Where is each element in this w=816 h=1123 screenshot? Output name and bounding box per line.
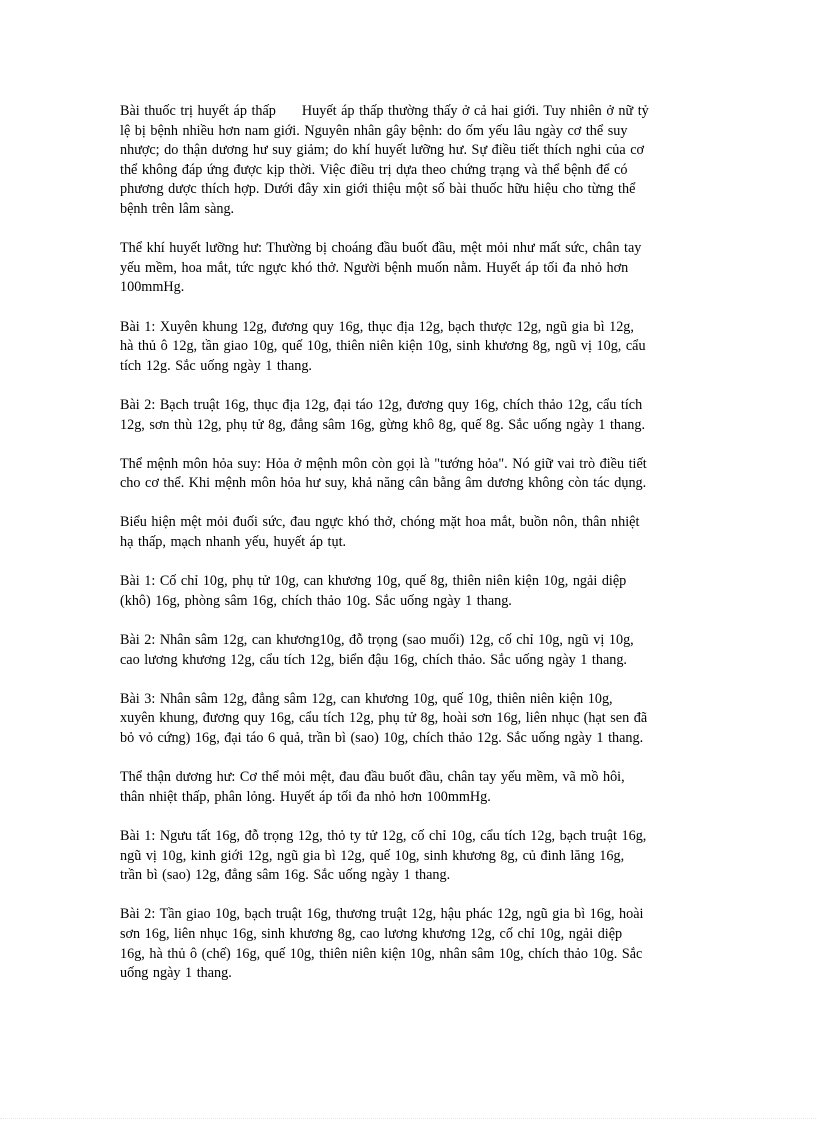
intro-paragraph: [120, 102, 700, 220]
text-line: xuyên khung, đương quy 16g, cẩu tích 12g, phụ tử 8g, hoài sơn 16g, liên nhục (hạt sen đã: [120, 710, 648, 727]
remedy-than-duong-bai-1: [120, 827, 700, 886]
text-line: trần bì (sao) 12g, đẳng sâm 16g. Sắc uống ngày 1 thang.: [120, 867, 451, 884]
text-line: hà thủ ô 12g, tần giao 10g, quế 10g, thiên niên kiện 10g, sinh khương 8g, ngũ vị 10g, cẩu: [120, 338, 646, 355]
text-line: ngũ vị 10g, kinh giới 12g, ngũ gia bì 12g, quế 10g, sinh khương 8g, củ đinh lăng 16g,: [120, 847, 625, 864]
section-than-duong-hu: [120, 768, 700, 807]
text-line-content: Huyết áp thấp thường thấy ở cả hai giới. Tuy nhiên ở nữ tỷ: [301, 103, 649, 119]
text-line: Bài 1: Cố chỉ 10g, phụ tử 10g, can khương 10g, quế 8g, thiên niên kiện 10g, ngải diệp: [120, 573, 627, 590]
text-line: sơn 16g, liên nhục 16g, sinh khương 8g, cao lương khương 12g, cố chỉ 10g, ngải diệp: [120, 925, 623, 942]
text-line: uống ngày 1 thang.: [120, 965, 232, 982]
text-line: Biểu hiện mệt mỏi đuối sức, đau ngực khó thở, chóng mặt hoa mắt, buồn nôn, thân nhiệt: [120, 514, 640, 531]
remedy-than-duong-bai-2: [120, 905, 700, 983]
text-line: yếu mềm, hoa mắt, tức ngực khó thở. Người bệnh muốn nằm. Huyết áp tối đa nhỏ hơn: [120, 259, 629, 276]
page-bottom-divider: [0, 1118, 816, 1119]
text-line: bỏ vỏ cứng) 16g, đại táo 6 quả, trần bì (sao) 10g, chích thảo 12g. Sắc uống ngày 1 thang.: [120, 730, 644, 746]
text-line: 16g, hà thủ ô (chế) 16g, quế 10g, thiên niên kiện 10g, nhân sâm 10g, chích thảo 10g. Sắc: [120, 945, 643, 962]
text-line: (khô) 16g, phòng sâm 16g, chích thảo 10g. Sắc uống ngày 1 thang.: [120, 592, 512, 609]
text-line: nhược; do thận dương hư suy giảm; do khí huyết lưỡng hư. Sự điều tiết thích nghi của cơ: [120, 142, 645, 159]
text-line: cho cơ thể. Khi mệnh môn hỏa hư suy, khả năng cân bằng âm dương không còn tác dụng.: [120, 475, 647, 492]
text-line: bệnh trên lâm sàng.: [120, 200, 235, 217]
text-line: thân nhiệt thấp, phân lỏng. Huyết áp tối đa nhỏ hơn 100mmHg.: [120, 788, 491, 805]
text-line: Thể mệnh môn hỏa suy: Hỏa ở mệnh môn còn gọi là "tướng hỏa". Nó giữ vai trò điều tiết: [120, 455, 647, 472]
remedy-menh-mon-bai-1: [120, 572, 700, 611]
text-line: cao lương khương 12g, cẩu tích 12g, biển đậu 16g, chích thảo. Sắc uống ngày 1 thang.: [120, 651, 627, 668]
text-line: lệ bị bệnh nhiều hơn nam giới. Nguyên nhân gây bệnh: do ốm yếu lâu ngày cơ thể suy: [120, 122, 628, 139]
remedy-menh-mon-bai-2: [120, 631, 700, 670]
document-body: [120, 102, 700, 1003]
text-line: thể không đáp ứng được kịp thời. Việc điều trị dựa theo chứng trạng và thể bệnh để có: [120, 161, 628, 178]
text-line: phương dược thích hợp. Dưới đây xin giới thiệu một số bài thuốc hữu hiệu cho từng thể: [120, 181, 636, 198]
text-line: Bài 3: Nhân sâm 12g, đẳng sâm 12g, can khương 10g, quế 10g, thiên niên kiện 10g,: [120, 690, 613, 707]
section-menh-mon-hoa-suy: [120, 455, 700, 494]
remedy-khi-huyet-bai-2: [120, 396, 700, 435]
text-line: 12g, sơn thù 12g, phụ tử 8g, đẳng sâm 16g, gừng khô 8g, quế 8g. Sắc uống ngày 1 thang.: [120, 416, 646, 433]
text-line: tích 12g. Sắc uống ngày 1 thang.: [120, 357, 312, 374]
section-khi-huyet-luong-hu: [120, 239, 700, 298]
document-title: Bài thuốc trị huyết áp thấp: [120, 103, 276, 119]
text-line: Bài 2: Bạch truật 16g, thục địa 12g, đại táo 12g, đương quy 16g, chích thảo 12g, cẩu tích: [120, 396, 643, 413]
text-line: [120, 102, 700, 122]
text-line: Thể khí huyết lưỡng hư: Thường bị choáng đầu buốt đầu, mệt mỏi như mất sức, chân tay: [120, 240, 642, 257]
text-line: Bài 2: Nhân sâm 12g, can khương10g, đỗ trọng (sao muối) 12g, cố chỉ 10g, ngũ vị 10g,: [120, 632, 634, 649]
text-line: hạ thấp, mạch nhanh yếu, huyết áp tụt.: [120, 534, 347, 551]
text-line: Thể thận dương hư: Cơ thể mỏi mệt, đau đầu buốt đầu, chân tay yếu mềm, vã mồ hôi,: [120, 769, 625, 786]
text-line: 100mmHg.: [120, 279, 185, 296]
text-line: Bài 1: Ngưu tất 16g, đỗ trọng 12g, thỏ ty tử 12g, cố chỉ 10g, cẩu tích 12g, bạch truật 16g,: [120, 827, 647, 844]
menh-mon-symptoms: [120, 513, 700, 552]
remedy-khi-huyet-bai-1: [120, 318, 700, 377]
text-line: Bài 2: Tần giao 10g, bạch truật 16g, thương truật 12g, hậu phác 12g, ngũ gia bì 16g, hoài: [120, 906, 644, 923]
remedy-menh-mon-bai-3: [120, 690, 700, 749]
text-line: Bài 1: Xuyên khung 12g, đương quy 16g, thục địa 12g, bạch thược 12g, ngũ gia bì 12g,: [120, 318, 634, 335]
